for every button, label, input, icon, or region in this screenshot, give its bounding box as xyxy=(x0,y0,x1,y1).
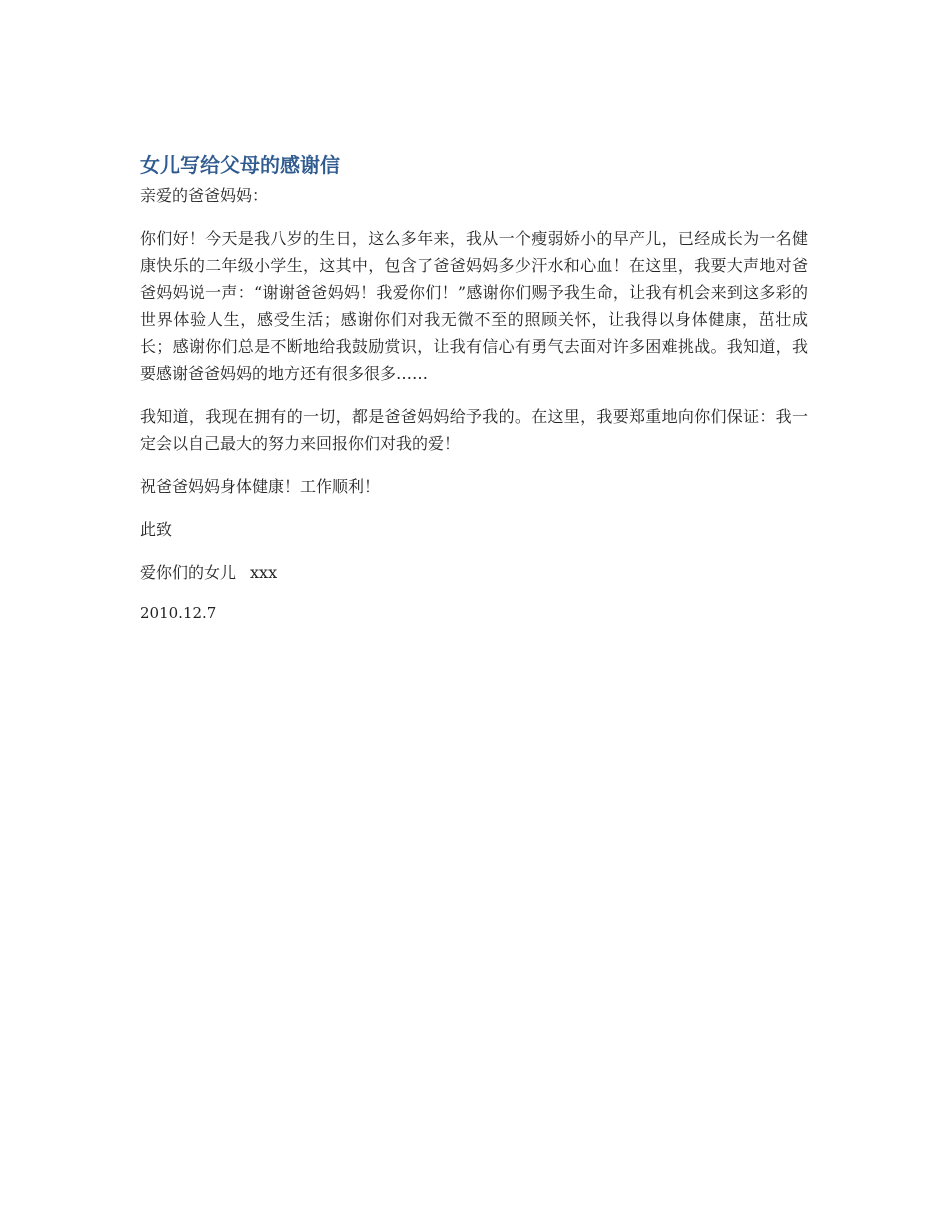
signature-name: xxx xyxy=(250,563,278,582)
letter-page xyxy=(140,150,808,627)
letter-closing: 此致 xyxy=(140,520,173,539)
letter-wishes: 祝爸爸妈妈身体健康！工作顺利！ xyxy=(140,477,381,496)
letter-date: 2010.12.7 xyxy=(140,604,217,622)
letter-paragraph-2: 我知道，我现在拥有的一切，都是爸爸妈妈给予我的。在这里，我要郑重地向你们保证：我一定会以自己最大的努力来回报你们对我的爱！ xyxy=(140,407,808,453)
letter-greeting: 亲爱的爸爸妈妈： xyxy=(140,186,269,205)
signature-label: 爱你们的女儿 xyxy=(140,563,237,582)
letter-signature xyxy=(140,559,808,586)
letter-title: 女儿写给父母的感谢信 xyxy=(140,153,340,177)
letter-paragraph-1: 你们好！今天是我八岁的生日，这么多年来，我从一个瘦弱娇小的早产儿，已经成长为一名健康快乐的二年级小学生，这其中，包含了爸爸妈妈多少汗水和心血！在这里，我要大声地对爸爸妈妈说一声：“谢谢爸爸妈妈！我爱你们！”感谢你们赐予我生命，让我有机会来到这多彩的世界体验人生，感受生活；感谢你们对我无微不至的照顾关怀，让我得以身体健康，茁壮成长；感谢你们总是不断地给我鼓励赏识，让我有信心有勇气去面对许多困难挑战。我知道，我要感谢爸爸妈妈的地方还有很多很多…… xyxy=(140,229,808,383)
